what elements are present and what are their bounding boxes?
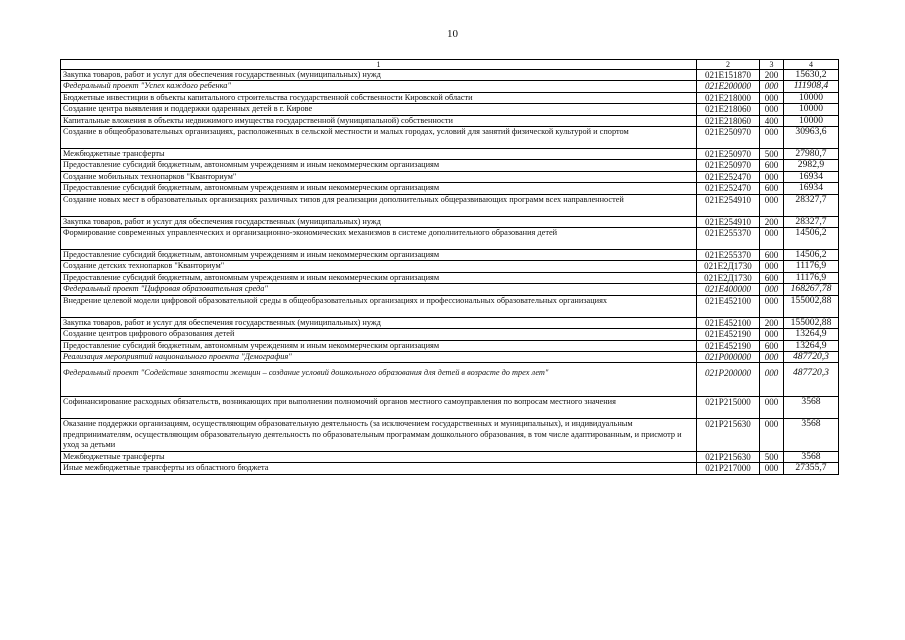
row-code: 021E2Д1730 <box>697 261 760 272</box>
row-name: Создание мобильных технопарков "Кванториум" <box>61 171 697 182</box>
row-type: 000 <box>760 261 784 272</box>
row-amount: 155002,88 <box>784 295 839 317</box>
row-amount: 155002,88 <box>784 317 839 328</box>
table-row <box>61 351 839 362</box>
row-name: Предоставление субсидий бюджетным, автономным учреждениям и иным некоммерческим организациям <box>61 272 697 283</box>
table-row <box>61 127 839 149</box>
row-type: 000 <box>760 92 784 103</box>
table-row <box>61 194 839 216</box>
row-name: Федеральный проект "Содействие занятости женщин – создание условий дошкольного образования для детей в возрасте до трех лет" <box>61 363 697 397</box>
row-amount: 28327,7 <box>784 194 839 216</box>
row-amount: 16934 <box>784 171 839 182</box>
table-row <box>61 329 839 340</box>
row-code: 021P200000 <box>697 363 760 397</box>
row-type: 000 <box>760 284 784 295</box>
row-name: Закупка товаров, работ и услуг для обеспечения государственных (муниципальных) нужд <box>61 317 697 328</box>
row-name: Оказание поддержки организациям, осуществляющим образовательную деятельность (за исключением государственных и муниципальных), и индивидуальным предпринимателям, осуществляющим образовательную деятельность по образовательным программам дошкольного образования, в том числе адаптированным, и присмотр и уход за детьми <box>61 419 697 452</box>
row-name: Предоставление субсидий бюджетным, автономным учреждениям и иным некоммерческим организациям <box>61 160 697 171</box>
row-name: Создание детских технопарков "Кванториум" <box>61 261 697 272</box>
table-row <box>61 261 839 272</box>
row-amount: 16934 <box>784 183 839 194</box>
row-code: 021E452190 <box>697 340 760 351</box>
row-name: Софинансирование расходных обязательств, возникающих при выполнении полномочий органов местного самоуправления по вопросам местного значения <box>61 397 697 419</box>
row-type: 000 <box>760 419 784 452</box>
row-amount: 11176,9 <box>784 272 839 283</box>
row-code: 021E452100 <box>697 295 760 317</box>
row-code: 021E2Д1730 <box>697 272 760 283</box>
row-name: Создание центров цифрового образования детей <box>61 329 697 340</box>
row-code: 021E218060 <box>697 115 760 126</box>
row-amount: 168267,78 <box>784 284 839 295</box>
row-type: 000 <box>760 81 784 92</box>
row-type: 000 <box>760 397 784 419</box>
row-code: 021P000000 <box>697 351 760 362</box>
row-amount: 28327,7 <box>784 216 839 227</box>
row-code: 021E400000 <box>697 284 760 295</box>
row-name: Закупка товаров, работ и услуг для обеспечения государственных (муниципальных) нужд <box>61 70 697 81</box>
table-row <box>61 463 839 474</box>
table-row <box>61 419 839 452</box>
row-type: 200 <box>760 317 784 328</box>
row-type: 000 <box>760 295 784 317</box>
table-row <box>61 183 839 194</box>
row-name: Закупка товаров, работ и услуг для обеспечения государственных (муниципальных) нужд <box>61 216 697 227</box>
row-code: 021E250970 <box>697 127 760 149</box>
row-type: 000 <box>760 363 784 397</box>
row-amount: 13264,9 <box>784 340 839 351</box>
row-name: Предоставление субсидий бюджетным, автономным учреждениям и иным некоммерческим организациям <box>61 250 697 261</box>
row-type: 000 <box>760 171 784 182</box>
table-row <box>61 81 839 92</box>
row-code: 021E452100 <box>697 317 760 328</box>
row-code: 021E254910 <box>697 216 760 227</box>
table-row <box>61 160 839 171</box>
row-code: 021E218060 <box>697 104 760 115</box>
row-type: 000 <box>760 329 784 340</box>
row-amount: 10000 <box>784 92 839 103</box>
row-name: Капитальные вложения в объекты недвижимого имущества государственной (муниципальной) собственности <box>61 115 697 126</box>
row-amount: 3568 <box>784 419 839 452</box>
row-amount: 30963,6 <box>784 127 839 149</box>
page-number: 10 <box>447 28 458 40</box>
row-type: 000 <box>760 127 784 149</box>
table-row <box>61 216 839 227</box>
row-type: 000 <box>760 194 784 216</box>
row-amount: 487720,3 <box>784 363 839 397</box>
row-code: 021E151870 <box>697 70 760 81</box>
row-name: Реализация мероприятий национального проекта "Демография" <box>61 351 697 362</box>
row-type: 000 <box>760 228 784 250</box>
row-amount: 2982,9 <box>784 160 839 171</box>
row-code: 021P217000 <box>697 463 760 474</box>
row-amount: 13264,9 <box>784 329 839 340</box>
row-code: 021E218000 <box>697 92 760 103</box>
table-row <box>61 363 839 397</box>
table-row <box>61 104 839 115</box>
row-type: 600 <box>760 340 784 351</box>
row-type: 200 <box>760 216 784 227</box>
row-type: 600 <box>760 250 784 261</box>
row-name: Формирование современных управленческих и организационно-экономических механизмов в системе дополнительного образования детей <box>61 228 697 250</box>
row-type: 000 <box>760 351 784 362</box>
row-amount: 10000 <box>784 115 839 126</box>
row-type: 500 <box>760 451 784 462</box>
row-amount: 15630,2 <box>784 70 839 81</box>
row-type: 000 <box>760 463 784 474</box>
header-col-4: 4 <box>784 60 839 70</box>
row-amount: 14506,2 <box>784 250 839 261</box>
row-name: Иные межбюджетные трансферты из областного бюджета <box>61 463 697 474</box>
row-amount: 3568 <box>784 397 839 419</box>
row-name: Предоставление субсидий бюджетным, автономным учреждениям и иным некоммерческим организациям <box>61 340 697 351</box>
row-name: Бюджетные инвестиции в объекты капитального строительства государственной собственности Кировской области <box>61 92 697 103</box>
table-row <box>61 70 839 81</box>
row-code: 021P215000 <box>697 397 760 419</box>
row-amount: 3568 <box>784 451 839 462</box>
table-row <box>61 272 839 283</box>
row-amount: 14506,2 <box>784 228 839 250</box>
header-col-1: 1 <box>61 60 697 70</box>
row-name: Федеральный проект "Цифровая образовательная среда" <box>61 284 697 295</box>
row-type: 200 <box>760 70 784 81</box>
budget-table <box>60 59 839 475</box>
row-name: Федеральный проект "Успех каждого ребенка" <box>61 81 697 92</box>
header-col-2: 2 <box>697 60 760 70</box>
row-code: 021E254910 <box>697 194 760 216</box>
row-code: 021E250970 <box>697 160 760 171</box>
row-name: Внедрение целевой модели цифровой образовательной среды в общеобразовательных организациях и профессиональных образовательных организациях <box>61 295 697 317</box>
row-amount: 27980,7 <box>784 149 839 160</box>
row-type: 600 <box>760 160 784 171</box>
row-name: Предоставление субсидий бюджетным, автономным учреждениям и иным некоммерческим организациям <box>61 183 697 194</box>
row-amount: 111908,4 <box>784 81 839 92</box>
row-amount: 10000 <box>784 104 839 115</box>
row-amount: 27355,7 <box>784 463 839 474</box>
table-row <box>61 149 839 160</box>
row-type: 600 <box>760 272 784 283</box>
table-row <box>61 115 839 126</box>
row-name: Межбюджетные трансферты <box>61 451 697 462</box>
row-amount: 487720,3 <box>784 351 839 362</box>
row-code: 021P215630 <box>697 451 760 462</box>
row-type: 500 <box>760 149 784 160</box>
row-code: 021E250970 <box>697 149 760 160</box>
table-row <box>61 92 839 103</box>
table-row <box>61 317 839 328</box>
table-row <box>61 228 839 250</box>
row-code: 021E252470 <box>697 183 760 194</box>
row-code: 021E452190 <box>697 329 760 340</box>
table-row <box>61 397 839 419</box>
table-row <box>61 171 839 182</box>
table-header-row <box>61 60 839 70</box>
row-code: 021E200000 <box>697 81 760 92</box>
table-row <box>61 340 839 351</box>
row-name: Создание в общеобразовательных организациях, расположенных в сельской местности и малых городах, условий для занятий физической культурой и спортом <box>61 127 697 149</box>
row-type: 600 <box>760 183 784 194</box>
row-code: 021E255370 <box>697 228 760 250</box>
row-name: Создание центра выявления и поддержки одаренных детей в г. Кирове <box>61 104 697 115</box>
row-code: 021P215630 <box>697 419 760 452</box>
table-row <box>61 284 839 295</box>
row-code: 021E255370 <box>697 250 760 261</box>
row-type: 400 <box>760 115 784 126</box>
table-row <box>61 451 839 462</box>
row-name: Межбюджетные трансферты <box>61 149 697 160</box>
row-code: 021E252470 <box>697 171 760 182</box>
table-row <box>61 250 839 261</box>
row-type: 000 <box>760 104 784 115</box>
row-name: Создание новых мест в образовательных организациях различных типов для реализации дополнительных общеразвивающих программ всех направленностей <box>61 194 697 216</box>
table-row <box>61 295 839 317</box>
row-amount: 11176,9 <box>784 261 839 272</box>
header-col-3: 3 <box>760 60 784 70</box>
